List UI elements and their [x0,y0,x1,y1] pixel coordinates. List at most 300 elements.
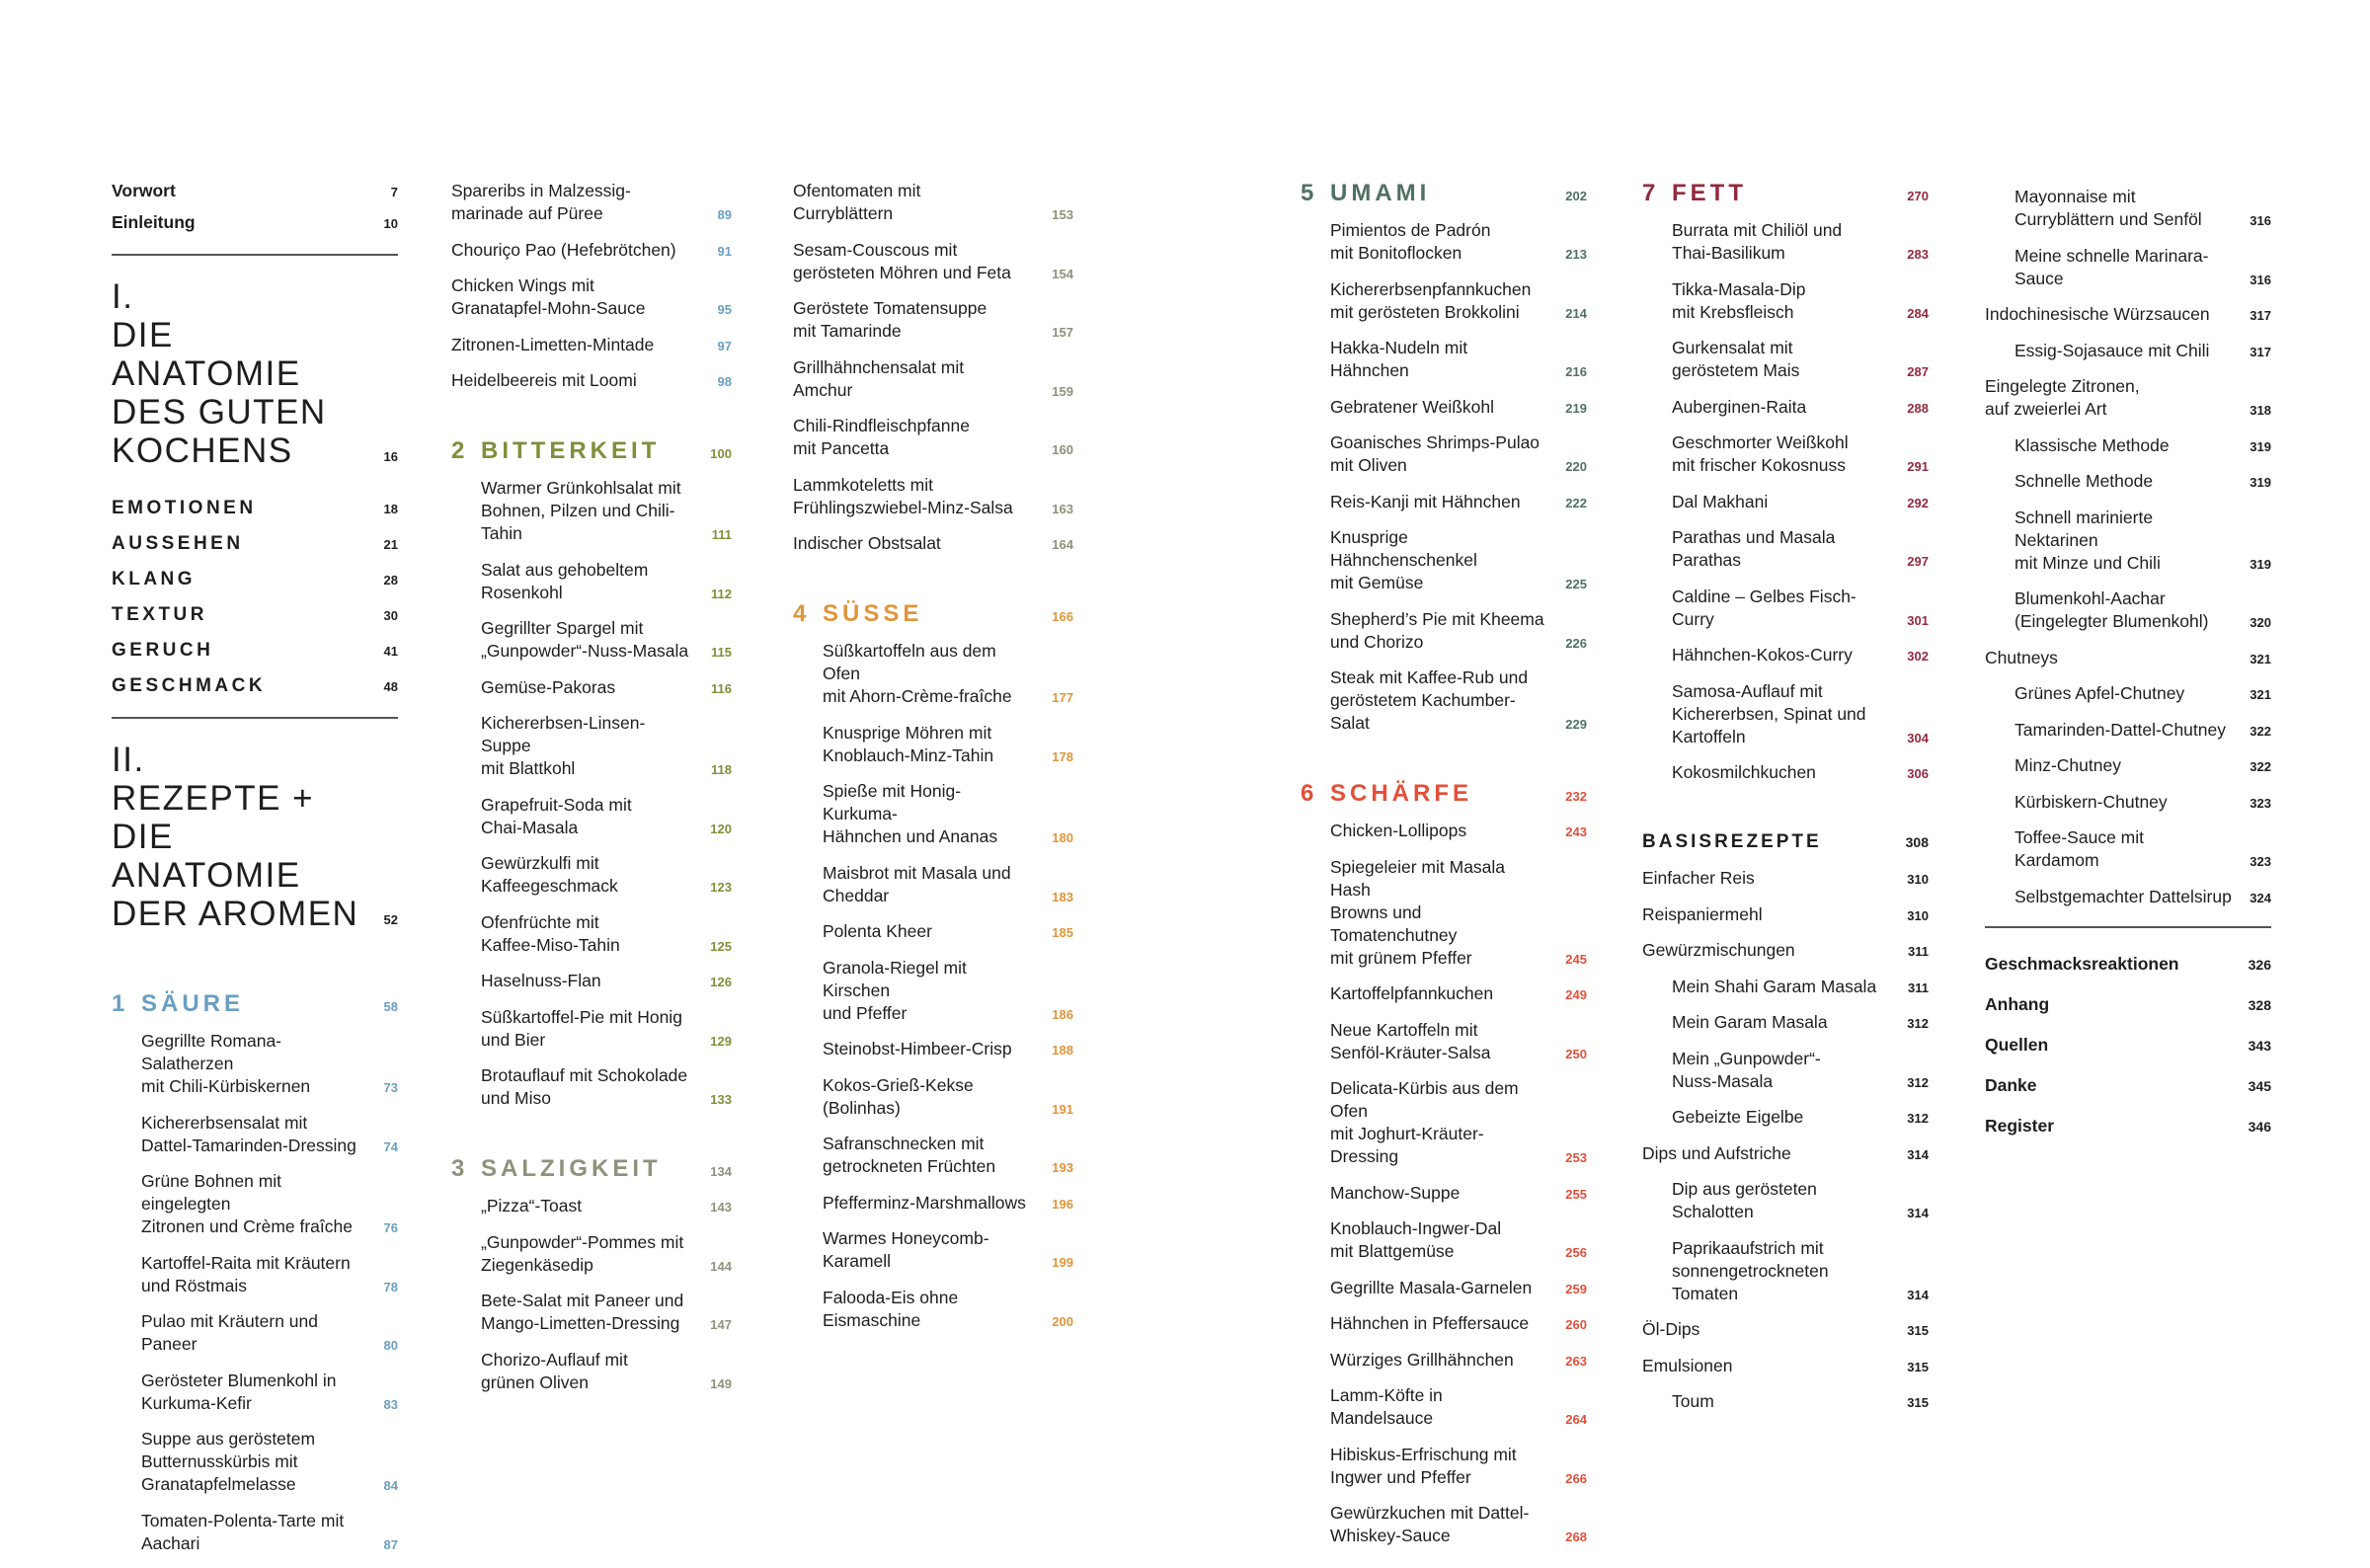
toc-entry [112,1030,398,1098]
entry-title: Einleitung [112,212,196,232]
toc-entry [451,970,732,992]
page-number: 311 [1908,980,1929,995]
toc-entry [793,920,1073,943]
entry-title: Reispaniermehl [1642,903,1763,924]
entry-title: Manchow-Suppe [1330,1182,1461,1203]
section-entries [1301,820,1587,1547]
entry-title: Steak mit Kaffee-Rub und geröstetem Kachumber-Salat [1330,667,1529,733]
page-number: 314 [1907,1146,1929,1162]
entry-title: Indischer Obstsalat [793,533,941,553]
sense-entry [112,604,398,626]
entry-title: Schnell marinierte Nektarinen mit Minze und Chili [2014,507,2161,573]
entry-title: Mein „Gunpowder“- Nuss-Masala [1672,1048,1821,1091]
toc-entry [1301,820,1587,842]
entry-title: GERUCH [112,640,214,661]
toc-column-3 [793,180,1073,1345]
entry-title: AUSSEHEN [112,533,244,554]
toc-entry [451,712,732,780]
page-number: 311 [1908,944,1929,959]
entry-title: Burrata mit Chiliöl und Thai-Basilikum [1672,220,1843,263]
part-heading [112,277,398,470]
page-number: 58 [383,999,398,1014]
toc-entry [1642,1048,1929,1093]
entry-title: Gebratener Weißkohl [1330,396,1495,417]
entry-title: Samosa-Auflauf mit Kichererbsen, Spinat und Kartoffeln [1672,680,1866,746]
entry-title: Parathas und Masala Parathas [1672,527,1836,570]
entry-title: Bete-Salat mit Paneer und Mango-Limetten-Dressing [481,1291,684,1333]
page-number: 319 [2250,556,2271,572]
page-number: 134 [710,1164,732,1179]
page-number: 268 [1565,1529,1587,1544]
toc-entry [451,239,732,262]
entry-title: Gurkensalat mit geröstetem Mais [1672,338,1800,380]
page-number: 312 [1907,1074,1929,1090]
toc-entry [793,1287,1073,1332]
entry-title: Neue Kartoffeln mit Senföl-Kräuter-Salsa [1330,1019,1491,1062]
toc-entry [451,1231,732,1277]
toc-entry [793,722,1073,767]
entry-title: Mayonnaise mit Curryblättern und Senföl [2014,187,2202,229]
page-number: 80 [383,1338,398,1353]
toc-entry [451,180,732,225]
page-number: 253 [1565,1150,1587,1165]
toc-entry [1985,886,2271,908]
toc-entry [793,474,1073,519]
sense-entry [112,640,398,662]
entry-title: Pimientos de Padrón mit Bonitoflocken [1330,220,1491,263]
toc-entry [1642,939,1929,962]
page-number: 73 [383,1080,398,1095]
page-number: 326 [2248,956,2271,973]
entry-title: Grapefruit-Soda mit Chai-Masala [481,794,632,837]
entry-title: Gegrillte Masala-Garnelen [1330,1277,1533,1297]
section-title: UMAMI [1330,180,1431,206]
page-number: 129 [710,1033,732,1049]
page-number: 315 [1907,1323,1929,1338]
entry-title: Warmer Grünkohlsalat mit Bohnen, Pilzen und Chili-Tahin [481,478,681,543]
toc-entry [1642,903,1929,926]
toc-entry [1642,431,1929,477]
entry-list [793,180,1073,555]
page-number: 222 [1565,495,1587,510]
page-number: 292 [1907,495,1929,510]
page-number: 28 [383,573,398,588]
entry-title: Gegrillte Romana-Salatherzen mit Chili-Kürbiskernen [141,1031,311,1096]
page-number: 346 [2248,1118,2271,1135]
toc-entry [1985,507,2271,575]
toc-entry [1985,826,2271,872]
page-number: 297 [1907,554,1929,569]
entry-title: Kartoffelpfannkuchen [1330,983,1494,1003]
page-number: 328 [2248,996,2271,1013]
entry-title: Maisbrot mit Masala und Cheddar [823,862,1011,905]
entry-title: Tamarinden-Dattel-Chutney [2014,719,2226,740]
toc-entry [1301,1312,1587,1335]
page-number: 213 [1565,247,1587,262]
entry-title: Steinobst-Himbeer-Crisp [823,1039,1012,1058]
toc-entry [451,852,732,898]
entry-title: Kokos-Grieß-Kekse (Bolinhas) [823,1074,974,1118]
toc-entry [1642,526,1929,572]
entry-title: Eingelegte Zitronen, auf zweierlei Art [1985,376,2140,419]
section-number: 4 [793,600,807,627]
page-number: 229 [1565,717,1587,732]
entry-title: Schnelle Methode [2014,471,2154,491]
toc-entry [793,1227,1073,1273]
toc-entry [1301,431,1587,477]
entry-title: Gemüse-Pakoras [481,676,616,697]
toc-entry [1642,976,1929,998]
page-number: 214 [1565,305,1587,321]
page-number: 260 [1565,1317,1587,1332]
toc-entry [112,180,398,202]
entry-title: Hakka-Nudeln mit Hähnchen [1330,338,1468,380]
entry-title: Chouriço Pao (Hefebrötchen) [451,239,676,260]
entry-title: Suppe aus geröstetem Butternusskürbis mit Granatapfelmelasse [141,1429,316,1494]
section-entries [1301,219,1587,735]
entry-title: Hibiskus-Erfrischung mit Ingwer und Pfeffer [1330,1444,1517,1487]
section-heading [451,437,732,465]
toc-column-1 [112,180,398,1568]
entry-title: Warmes Honeycomb- Karamell [823,1228,989,1271]
entry-title: Mein Garam Masala [1672,1012,1828,1032]
senses-list [112,498,398,697]
page-number: 200 [1052,1313,1073,1329]
page-number: 226 [1565,635,1587,651]
page-number: 84 [383,1478,398,1493]
page-number: 310 [1907,907,1929,923]
toc-entry [793,862,1073,907]
section-title: SALZIGKEIT [481,1155,662,1182]
page-number: 323 [2250,854,2271,869]
entry-title: TEXTUR [112,604,207,625]
back-matter-entry [1985,1116,2271,1137]
entry-title: Dips und Aufstriche [1642,1142,1791,1163]
page-number: 52 [383,912,398,927]
back-matter-entry [1985,954,2271,975]
page-number: 89 [717,207,732,222]
entry-title: Klassische Methode [2014,434,2170,455]
entry-title: Grillhähnchensalat mit Amchur [793,356,965,400]
divider [112,254,398,256]
entry-title: Würziges Grillhähnchen [1330,1349,1514,1370]
toc-entry [1642,1142,1929,1165]
toc-entry [112,1112,398,1157]
entry-title: Gebeizte Eigelbe [1672,1107,1804,1127]
entry-title: Toum [1672,1391,1714,1411]
toc-entry [1642,219,1929,265]
toc-entry [1301,396,1587,419]
entry-title: Chorizo-Auflauf mit grünen Oliven [481,1349,628,1392]
toc-column-6 [1985,186,2271,1156]
page-number: 270 [1907,189,1929,203]
toc-entry [112,211,398,234]
page-number: 144 [710,1258,732,1274]
page-number: 159 [1052,383,1073,399]
toc-column-2 [451,180,732,1407]
page-number: 157 [1052,325,1073,340]
page-number: 291 [1907,459,1929,474]
sense-entry [112,569,398,590]
toc-entry [1301,1502,1587,1547]
entry-title: Geröstete Tomatensuppe mit Tamarinde [793,298,988,341]
entry-title: „Pizza“-Toast [481,1196,583,1215]
page-number: 78 [383,1279,398,1294]
entry-title: Vorwort [112,181,176,200]
entry-title: Tomaten-Polenta-Tarte mit Aachari [141,1510,345,1553]
toc-entry [1301,1277,1587,1299]
toc-entry [451,334,732,356]
page-number: 314 [1907,1287,1929,1302]
toc-entry [451,794,732,839]
toc-entry [793,1038,1073,1060]
toc-entry [1642,761,1929,784]
page-number: 118 [711,762,732,777]
entry-title: „Gunpowder“-Pommes mit Ziegenkäsedip [481,1231,684,1275]
section-title: FETT [1672,180,1747,206]
section-entries [112,1030,398,1555]
page-number: 185 [1052,925,1073,940]
toc-entry [1642,586,1929,631]
page-number: 83 [383,1396,398,1412]
toc-entry [1301,982,1587,1005]
page-number: 312 [1907,1111,1929,1126]
entry-title: Gerösteter Blumenkohl in Kurkuma-Kefir [141,1370,337,1413]
page-number: 314 [1907,1206,1929,1220]
toc-entry [1985,375,2271,421]
page-number: 87 [383,1536,398,1552]
toc-entry [1642,1011,1929,1034]
page-number: 284 [1907,305,1929,321]
toc-entry [1301,1182,1587,1205]
entry-title: Toffee-Sauce mit Kardamom [2014,827,2144,870]
toc-entry [793,957,1073,1025]
entry-title: Dal Makhani [1672,491,1769,511]
section-title: BITTERKEIT [481,437,661,464]
page-number: 186 [1052,1006,1073,1022]
entry-title: GESCHMACK [112,675,267,696]
page-number: 112 [711,586,732,601]
entry-title: Lamm-Köfte in Mandelsauce [1330,1385,1443,1428]
toc-entry [1985,186,2271,231]
toc-entry [451,911,732,957]
page-number: 216 [1565,364,1587,379]
entry-title: Kürbiskern-Chutney [2014,791,2168,812]
divider [1985,926,2271,928]
section-heading [1642,180,1929,207]
toc-entry [793,780,1073,848]
toc-entry [1642,867,1929,890]
entry-list [1985,186,2271,908]
section-saeure [112,990,398,1555]
toc-entry [1642,1237,1929,1305]
entry-title: Essig-Sojasauce mit Chili [2014,340,2210,360]
entry-title: EMOTIONEN [112,498,257,518]
page-number: 153 [1052,207,1073,222]
page-number: 41 [383,644,398,659]
entry-title: Brotauflauf mit Schokolade und Miso [481,1065,688,1108]
toc-entry [793,1074,1073,1120]
toc-entry [1642,1318,1929,1341]
part-heading [112,741,398,933]
page-number: 188 [1052,1043,1073,1058]
page-number: 30 [383,608,398,623]
page-number: 345 [2248,1077,2271,1094]
entry-title: Goanisches Shrimps-Pulao mit Oliven [1330,432,1540,475]
page-number: 7 [390,185,398,199]
toc-entry [1301,491,1587,513]
toc-entry [1985,245,2271,290]
toc-entry [793,532,1073,555]
page-number: 164 [1052,537,1073,552]
toc-column-4 [1301,180,1587,1561]
entry-title: Einfacher Reis [1642,868,1755,888]
toc-entry [1301,526,1587,594]
entry-title: Safranschnecken mit getrockneten Früchten [823,1134,996,1176]
page-number: 120 [710,821,732,836]
entry-title: Reis-Kanji mit Hähnchen [1330,491,1521,511]
entry-title: Delicata-Kürbis aus dem Ofen mit Joghurt-Kräuter-Dressing [1330,1078,1519,1166]
toc-entry [1642,1178,1929,1223]
entry-title: Süßkartoffel-Pie mit Honig und Bier [481,1006,682,1050]
page-number: 166 [1052,609,1073,624]
toc-entry [451,1006,732,1052]
page-number: 322 [2250,759,2271,774]
toc-entry [112,1170,398,1238]
entry-title: Hähnchen in Pfeffersauce [1330,1313,1530,1333]
page-number: 126 [710,975,732,989]
page-number: 219 [1565,400,1587,416]
page-number: 321 [2250,687,2271,702]
sense-entry [112,498,398,519]
page-number: 178 [1052,748,1073,764]
section-fett [1642,180,1929,784]
toc-entry [1985,340,2271,362]
page-number: 306 [1907,766,1929,781]
entry-title: Kichererbsen-Linsen-Suppe mit Blattkohl [481,713,646,778]
entry-title: Kartoffel-Raita mit Kräutern und Röstmais [141,1252,351,1295]
page-number: 324 [2250,890,2271,905]
page-number: 193 [1052,1160,1073,1175]
page-number: 125 [710,938,732,954]
page-number: 266 [1565,1470,1587,1486]
page-number: 315 [1907,1395,1929,1410]
entry-title: Zitronen-Limetten-Mintade [451,334,655,354]
toc-entry [1301,278,1587,324]
toc-entry [1301,856,1587,970]
page-number: 98 [717,374,732,389]
entry-title: Knoblauch-Ingwer-Dal mit Blattgemüse [1330,1218,1502,1261]
toc-entry [1985,791,2271,814]
page-number: 220 [1565,459,1587,474]
page-number: 100 [710,446,732,461]
section-heading [1301,780,1587,808]
toc-entry [112,1510,398,1555]
toc-entry [793,415,1073,460]
toc-entry [793,297,1073,343]
page-number: 321 [2250,651,2271,666]
page-number: 76 [383,1220,398,1235]
toc-entry [1642,491,1929,513]
section-number: 1 [112,990,125,1017]
page-number: 310 [1907,872,1929,887]
entry-title: Chutneys [1985,647,2058,667]
page-number: 196 [1052,1196,1073,1212]
section-title: SCHÄRFE [1330,780,1473,807]
entry-title: Süßkartoffeln aus dem Ofen mit Ahorn-Crème-fraîche [823,641,1012,706]
toc-entry [112,1252,398,1297]
entry-title: Hähnchen-Kokos-Curry [1672,645,1853,665]
toc-entry [112,1370,398,1415]
entry-title: Ofenfrüchte mit Kaffee-Miso-Tahin [481,911,620,955]
toc-entry [1301,608,1587,654]
entry-title: Dip aus gerösteten Schalotten [1672,1179,1817,1221]
page-number: 249 [1565,987,1587,1002]
section-bitterkeit [451,437,732,1110]
entry-title: Ofentomaten mit Curryblättern [793,181,921,223]
entry-title: Granola-Riegel mit Kirschen und Pfeffer [823,957,967,1023]
page-number: 123 [710,880,732,895]
toc-entry [451,1290,732,1335]
toc-entry [1985,588,2271,633]
toc-entry [1301,1349,1587,1372]
toc-entry [1985,719,2271,742]
page-number: 74 [383,1138,398,1154]
page-number: 323 [2250,795,2271,811]
section-salzigkeit [451,1155,732,1394]
back-matter-entry [1985,1035,2271,1056]
entry-title: Spareribs in Malzessig- marinade auf Püree [451,181,631,223]
entry-title: Gegrillter Spargel mit „Gunpowder“-Nuss-Masala [481,618,689,661]
toc-entry [1985,754,2271,777]
entry-title: Tikka-Masala-Dip mit Krebsfleisch [1672,278,1806,322]
toc-entry [1642,1355,1929,1377]
toc-column-5 [1642,180,1929,1427]
toc-entry [1301,1444,1587,1489]
entry-title: Mein Shahi Garam Masala [1672,976,1877,996]
page-number: 163 [1052,501,1073,516]
toc-entry [793,356,1073,402]
toc-entry [1301,1019,1587,1064]
page-number: 111 [711,527,732,542]
entry-title: Pulao mit Kräutern und Paneer [141,1311,318,1354]
sense-entry [112,533,398,555]
page-number: 147 [710,1317,732,1332]
page-number: 245 [1565,951,1587,967]
toc-entry [1301,1384,1587,1430]
entry-title: Meine schnelle Marinara- Sauce [2014,245,2209,288]
page-number: 191 [1052,1101,1073,1117]
toc-entry [1642,278,1929,324]
page-number: 319 [2250,475,2271,490]
section-heading [112,990,398,1018]
toc-entry [451,1195,732,1217]
toc-entry [1642,1390,1929,1413]
front-matter-list [112,180,398,234]
part-title: I. DIE ANATOMIE DES GUTEN KOCHENS [112,277,327,470]
entry-title: KLANG [112,569,197,589]
entry-title: Pfefferminz-Marshmallows [823,1192,1026,1213]
entry-title: Selbstgemachter Dattelsirup [2014,886,2232,906]
page-number: 315 [1907,1359,1929,1374]
page-number: 264 [1565,1412,1587,1427]
entry-title: Auberginen-Raita [1672,396,1807,417]
entry-title: Grüne Bohnen mit eingelegten Zitronen und Crème fraîche [141,1171,353,1236]
page-number: 301 [1907,612,1929,628]
toc-entry [1301,337,1587,382]
page-number: 160 [1052,442,1073,457]
section-suesse [793,600,1073,1332]
